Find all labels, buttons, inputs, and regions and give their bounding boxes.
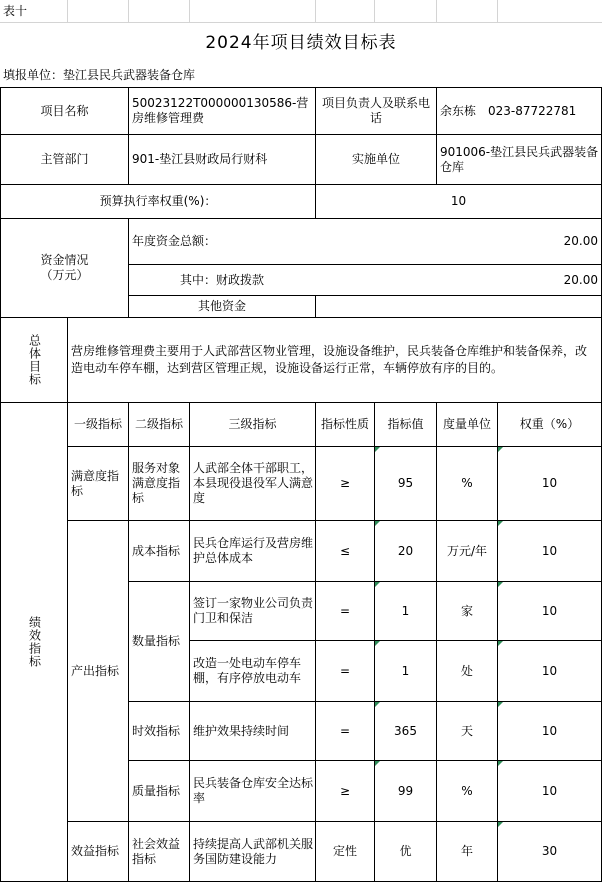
table-row-value[interactable]: 1 <box>401 663 410 678</box>
table-row-unit[interactable]: % <box>461 476 473 490</box>
table-row-weight[interactable]: 10 <box>541 723 558 738</box>
table-row-nature[interactable]: = <box>339 603 351 618</box>
header-level3: 三级指标 <box>228 417 277 431</box>
cell-marker <box>375 582 380 587</box>
level2-timeliness: 时效指标 <box>132 723 181 738</box>
table-row-unit[interactable]: 年 <box>460 844 473 858</box>
sheet-gridline <box>315 0 316 22</box>
table-row-value[interactable]: 优 <box>399 844 412 858</box>
table-row-weight[interactable]: 10 <box>541 543 558 558</box>
table-row-level3: 人武部全体干部职工，本县现役退役军人满意度 <box>193 461 314 505</box>
table-row-weight[interactable]: 30 <box>541 844 558 858</box>
reporting-unit: 填报单位：垫江县民兵武器装备仓库 <box>3 67 196 82</box>
table-row-nature[interactable]: ≥ <box>339 783 351 798</box>
table-row-value[interactable]: 365 <box>394 723 417 738</box>
table-row-nature[interactable]: = <box>339 663 351 678</box>
cell-marker <box>498 447 503 452</box>
funding-fiscal-label: 其中：财政拨款 <box>179 272 264 287</box>
table-row-level3: 改造一处电动车停车棚，有序停放电动车 <box>193 656 302 685</box>
funding-other-label: 其他资金 <box>197 299 246 313</box>
table-row-weight[interactable]: 10 <box>541 603 558 618</box>
overall-goal-text[interactable]: 营房维修管理费主要用于人武部营区物业管理，设施设备维护，民兵装备仓库维护和装备保养，改造电动车停车棚，达到营区管理正规，设施设备运行正常，车辆停放有序的目的。 <box>71 344 588 375</box>
funding-other-value[interactable] <box>316 296 601 317</box>
level2-service-satisfaction: 服务对象满意度指标 <box>132 461 181 505</box>
level1-output: 产出指标 <box>71 663 120 678</box>
cell-marker <box>375 761 380 766</box>
contact-label: 项目负责人及联系电话 <box>321 96 430 125</box>
header-value: 指标值 <box>387 417 424 431</box>
header-unit: 度量单位 <box>442 417 491 431</box>
table-row-weight[interactable]: 10 <box>541 783 558 798</box>
funding-total-label: 年度资金总额： <box>132 234 217 248</box>
table-row-level3: 持续提高人武部机关服务国防建设能力 <box>193 836 314 866</box>
department-value[interactable]: 901-垫江县财政局行财科 <box>132 152 268 166</box>
sheet-gridline <box>67 0 68 22</box>
indicators-section-label-text: 绩效指标 <box>27 616 42 668</box>
table-row-level3: 签订一家物业公司负责门卫和保洁 <box>193 596 314 625</box>
cell-marker <box>498 761 503 766</box>
sheet-label: 表十 <box>3 3 28 18</box>
overall-goal-label <box>1 318 67 402</box>
cell-marker <box>498 702 503 707</box>
funding-fiscal-value[interactable]: 20.00 <box>563 272 598 287</box>
header-nature: 指标性质 <box>320 417 369 431</box>
level2-social-benefit: 社会效益指标 <box>132 836 181 866</box>
table-row-unit[interactable]: % <box>461 783 473 798</box>
sheet-gridline <box>497 0 498 22</box>
table-row-level3: 民兵装备仓库安全达标率 <box>193 776 314 805</box>
indicators-section-label <box>1 403 67 881</box>
cell-marker <box>498 641 503 646</box>
cell-marker <box>375 521 380 526</box>
overall-goal-label-text: 总体目标 <box>27 334 42 386</box>
table-row-nature[interactable]: = <box>339 723 351 738</box>
page-title: 2024年项目绩效目标表 <box>205 32 397 53</box>
header-weight: 权重（%） <box>519 417 580 431</box>
table-row-unit[interactable]: 万元/年 <box>446 543 488 558</box>
table-row-value[interactable]: 95 <box>397 476 414 490</box>
cell-marker <box>375 641 380 646</box>
budget-rate-value[interactable]: 10 <box>450 194 467 208</box>
department-label: 主管部门 <box>40 152 89 166</box>
level2-quantity: 数量指标 <box>132 634 181 648</box>
table-row-value[interactable]: 20 <box>397 543 414 558</box>
table-row-nature[interactable]: 定性 <box>332 844 357 858</box>
implementing-unit-label: 实施单位 <box>351 152 400 166</box>
cell-marker <box>498 822 503 827</box>
sheet-gridline <box>436 0 437 22</box>
funding-label: 资金情况 （万元） <box>40 253 89 282</box>
table-row-unit[interactable]: 天 <box>460 723 473 738</box>
sheet-gridline <box>189 0 190 22</box>
cell-marker <box>375 447 380 452</box>
level1-benefit: 效益指标 <box>71 844 120 858</box>
cell-marker <box>375 702 380 707</box>
table-row-value[interactable]: 99 <box>397 783 414 798</box>
table-row-nature[interactable]: ≤ <box>339 543 351 558</box>
contact-value[interactable]: 余东栋 023-87722781 <box>440 103 577 118</box>
level2-cost: 成本指标 <box>132 543 181 558</box>
funding-total-value[interactable]: 20.00 <box>563 234 598 248</box>
table-row-unit[interactable]: 处 <box>460 663 473 678</box>
header-level1: 一级指标 <box>73 417 122 431</box>
table-row-value[interactable]: 1 <box>401 603 410 618</box>
table-row-level3: 民兵仓库运行及营房维护总体成本 <box>193 536 314 565</box>
cell-marker <box>498 582 503 587</box>
cell-marker <box>498 521 503 526</box>
table-row-weight[interactable]: 10 <box>541 476 558 490</box>
budget-rate-label: 预算执行率权重(%)： <box>99 194 217 208</box>
header-level2: 二级指标 <box>134 417 183 431</box>
table-row-nature[interactable]: ≥ <box>339 476 351 490</box>
sheet-gridline <box>374 0 375 22</box>
project-name-label: 项目名称 <box>40 103 89 118</box>
implementing-unit-value[interactable]: 901006-垫江县民兵武器装备仓库 <box>440 144 599 174</box>
sheet-gridline <box>128 0 129 22</box>
level1-satisfaction: 满意度指标 <box>71 468 120 498</box>
project-name-value[interactable]: 50023122T000000130586-营房维修管理费 <box>132 96 309 125</box>
table-row-weight[interactable]: 10 <box>541 663 558 678</box>
table-row-level3: 维护效果持续时间 <box>193 723 290 738</box>
level2-quality: 质量指标 <box>132 783 181 798</box>
table-row-unit[interactable]: 家 <box>460 603 473 618</box>
